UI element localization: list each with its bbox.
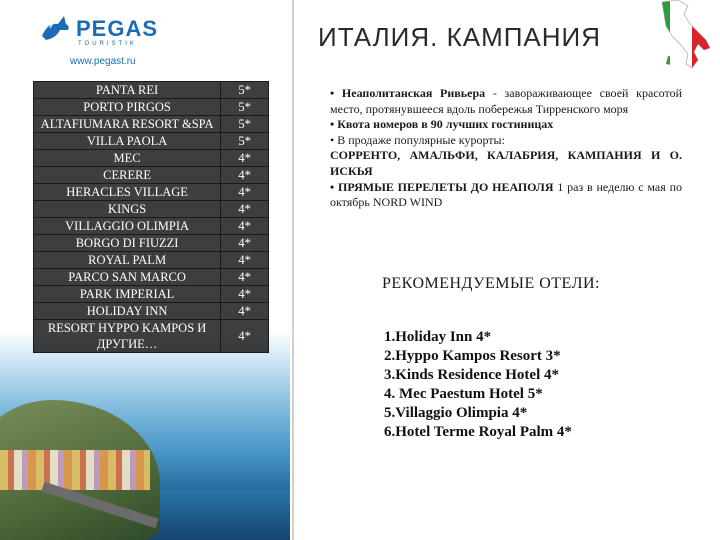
hotel-table [33,81,269,353]
hotel-name: ALTAFIUMARA RESORT &SPA [34,116,221,133]
hotel-stars: 4* [221,201,269,218]
hotel-row [34,116,269,133]
info-text [330,86,682,211]
recommended-item: 6.Hotel Terme Royal Palm 4* [384,424,572,440]
recommended-list [384,328,704,442]
hotel-name: HOLIDAY INN [34,303,221,320]
hotel-row [34,235,269,252]
hotel-row [34,303,269,320]
hotel-name: VILLA PAOLA [34,133,221,150]
hotel-name: PANTA REI [34,82,221,99]
page-title: ИТАЛИЯ. КАМПАНИЯ [318,22,602,52]
info-flights-bold: • ПРЯМЫЕ ПЕРЕЛЕТЫ ДО НЕАПОЛЯ [330,179,554,194]
hotel-row [34,269,269,286]
hotel-stars: 5* [221,133,269,150]
hotel-name: PORTO PIRGOS [34,99,221,116]
hotel-row [34,167,269,184]
hotel-stars: 5* [221,82,269,99]
hotel-row [34,133,269,150]
info-resorts: • В продаже популярные курорты: [330,132,505,147]
hotel-stars: 5* [221,99,269,116]
recommended-item: 1.Holiday Inn 4* [384,329,492,345]
hotel-stars: 4* [221,269,269,286]
hotel-name: RESORT HYPPO KAMPOS И ДРУГИЕ… [34,320,221,353]
recommended-item: 4. Mec Paestum Hotel 5* [384,386,543,402]
hotel-stars: 4* [221,320,269,353]
info-resort-list [330,148,682,179]
hotel-name: PARCO SAN MARCO [34,269,221,286]
hotel-name: CERERE [34,167,221,184]
info-flights [330,180,682,211]
hotel-stars: 4* [221,218,269,235]
italy-flag-map-icon [648,0,714,72]
site-url-link[interactable]: www.pegast.ru [70,56,136,67]
hotel-stars: 4* [221,184,269,201]
hotel-name: PARK IMPERIAL [34,286,221,303]
hotel-stars: 4* [221,252,269,269]
recommended-title: РЕКОМЕНДУЕМЫЕ ОТЕЛИ: [382,275,600,292]
pegas-logo[interactable] [40,10,160,54]
hotel-row [34,218,269,235]
info-riviera-bold: • Неаполитанская Ривьера [330,86,486,100]
hotel-row [34,201,269,218]
hotel-row [34,150,269,167]
hotel-row [34,320,269,353]
hotel-row [34,252,269,269]
hotel-stars: 4* [221,303,269,320]
info-quota [330,117,682,133]
hotel-row [34,99,269,116]
recommended-item: 2.Hyppo Kampos Resort 3* [384,348,561,364]
hotel-row [34,286,269,303]
hotel-row [34,184,269,201]
hotel-stars: 4* [221,235,269,252]
hotel-stars: 5* [221,116,269,133]
info-flights-text: 1 раз в неделю с мая по октябрь NORD WIND [330,179,683,210]
info-resort-list-bold: СОРРЕНТО, АМАЛЬФИ, КАЛАБРИЯ, КАМПАНИЯ И О. ИСКЬЯ [330,148,682,178]
info-quota-bold: • Квота номеров в 90 лучших гостиницах [330,117,554,132]
hotel-name: BORGO DI FIUZZI [34,235,221,252]
column-divider [292,0,294,540]
colorful-houses [0,450,150,490]
hotel-name: KINGS [34,201,221,218]
coast-photo [0,380,290,540]
hotel-name: HERACLES VILLAGE [34,184,221,201]
hotel-row [34,82,269,99]
hotel-name: ROYAL PALM [34,252,221,269]
brand-tagline: TOURISTIK [78,41,137,47]
pegasus-logo-icon [40,14,72,44]
hotel-stars: 4* [221,167,269,184]
info-paragraph-riviera [330,86,682,117]
recommended-item: 5.Villaggio Olimpia 4* [384,405,528,421]
recommended-item: 3.Kinds Residence Hotel 4* [384,367,559,383]
hotel-stars: 4* [221,150,269,167]
brand-name: PEGAS [76,16,159,41]
hotel-name: VILLAGGIO OLIMPIA [34,218,221,235]
info-riviera-text: - завораживающее своей красотой место, протянувшееся вдоль побережья Тирренского моря [330,86,683,116]
hotel-stars: 4* [221,286,269,303]
hotel-name: MEC [34,150,221,167]
